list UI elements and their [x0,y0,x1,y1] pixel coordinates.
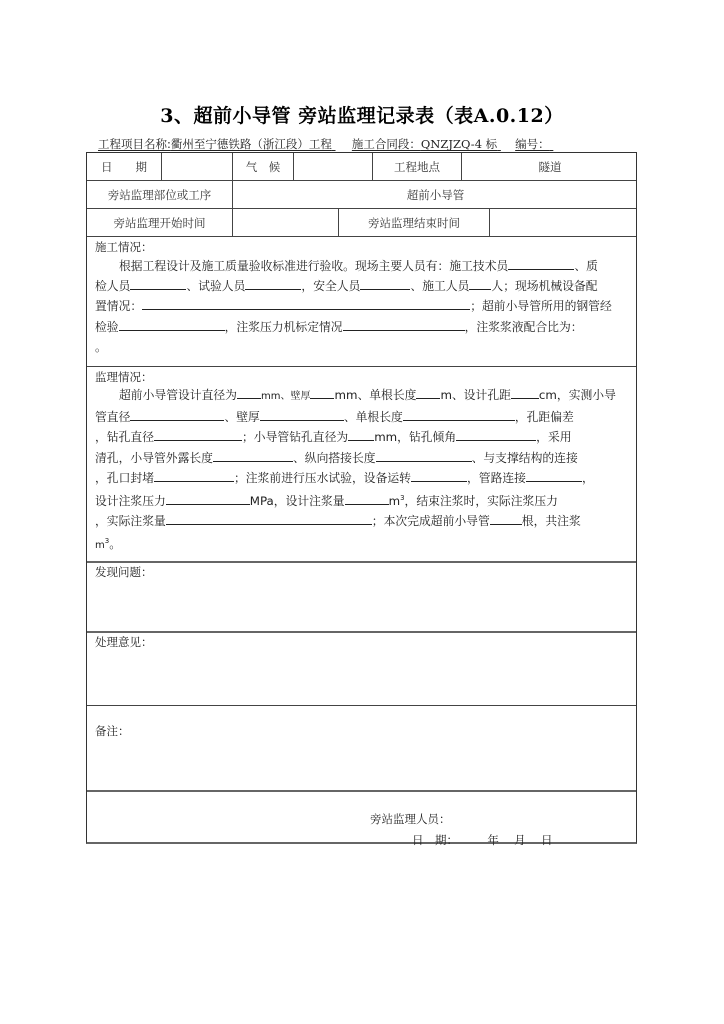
pipe-hole-diameter-blank[interactable] [348,428,374,441]
text: ，孔口封堵 [95,470,154,485]
text: ；小导管钻孔直径为 [242,430,349,445]
text: 置情况： [95,299,143,314]
text: ，注浆压力机标定情况 [224,319,343,334]
signature-date [412,832,552,848]
actual-volume-blank[interactable] [166,512,372,525]
weather-label: 气 候 [245,159,281,174]
design-volume-blank[interactable] [345,492,389,505]
text: 、试验人员 [186,279,246,294]
text: ，实际注浆量 [95,514,166,529]
measured-diameter-blank[interactable] [130,408,224,421]
text: ，注浆浆液配合比为： [464,319,583,334]
day-label: 日 [540,833,553,847]
year-label: 年 [487,833,499,847]
end-time-field[interactable] [490,209,638,236]
equipment-blank[interactable] [142,297,470,310]
design-pressure-blank[interactable] [166,492,250,505]
design-diameter-blank[interactable] [237,386,261,399]
location-field[interactable]: 隧道 [538,159,562,174]
text: ，结束注浆时，实际注浆压力 [404,493,558,508]
text: 超前小导管设计直径为 [119,388,237,402]
exposed-length-blank[interactable] [213,449,293,462]
qc-staff-blank[interactable] [130,277,186,290]
row-divider [87,366,636,367]
remarks-field[interactable] [87,743,636,788]
workers-blank[interactable] [469,277,491,290]
row-divider [87,561,636,563]
superscript: 3 [400,494,405,503]
text: 、单根长度 [343,410,403,425]
overlap-length-blank[interactable] [376,449,472,462]
pipeline-connection-blank[interactable] [526,469,582,482]
text: 。 [95,339,107,354]
text: ， [581,470,594,485]
supervision-label: 监理情况： [95,370,153,384]
date-label: 日 期 [101,159,147,174]
page-title: 3、超前小导管 旁站监理记录表（表A.0.12） [160,105,564,127]
tech-staff-blank[interactable] [508,257,574,270]
text: 、壁厚 [224,410,260,425]
text: cm，实测小导 [538,388,616,402]
text: 、质 [574,259,598,273]
text: ，采用 [536,430,572,445]
remarks-label: 备注： [95,724,130,738]
hole-spacing-blank[interactable] [511,386,539,399]
text: 设计注浆压力 [95,493,166,508]
safety-staff-blank[interactable] [360,277,410,290]
start-time-label: 旁站监理开始时间 [113,215,206,230]
opinions-field[interactable] [87,653,636,703]
wall-thickness-blank[interactable] [310,386,334,399]
text: m、设计孔距 [440,388,511,402]
text: ；超前小导管所用的钢管经 [470,299,612,314]
text: ，钻孔直径 [95,430,154,445]
text: 管直径 [95,410,131,425]
test-staff-blank[interactable] [245,277,301,290]
part-label: 旁站监理部位或工序 [107,187,212,202]
text: MPa，设计注浆量 [249,493,345,508]
problems-field[interactable] [87,583,636,629]
text: ，孔距偏差 [514,410,574,425]
weather-field[interactable] [294,153,372,180]
drill-diameter-blank[interactable] [154,428,242,441]
text: 检人员 [95,279,131,294]
start-time-field[interactable] [233,209,338,236]
problems-label: 发现问题： [95,565,153,579]
row-divider [87,790,636,792]
row-divider [87,631,636,633]
hole-sealing-blank[interactable] [154,469,234,482]
text: ；注浆前进行压水试验，设备运转 [234,470,411,485]
equipment-run-blank[interactable] [411,469,467,482]
text: 、与支撑结构的连接 [471,450,578,465]
superscript: 3 [104,537,110,546]
text: m [388,493,401,508]
row-divider [87,705,636,706]
construction-label: 施工情况： [95,240,153,254]
construction-text [95,256,628,357]
text: ，管路连接 [466,470,526,485]
part-field[interactable]: 超前小导管 [406,187,465,202]
opinions-label: 处理意见： [95,635,153,649]
date-label: 日 期： [412,833,458,847]
text: 检验 [95,319,119,334]
measured-length-blank[interactable] [403,408,515,421]
supervisor-label: 旁站监理人员： [370,812,451,826]
text: ，安全人员 [301,279,361,294]
text: 。 [109,537,122,552]
pipe-inspection-blank[interactable] [119,318,225,331]
text: 、施工人员 [410,279,470,294]
location-label: 工程地点 [394,159,440,174]
record-table [86,152,637,847]
section-value: QNZJZQ-4 标 [420,137,498,151]
grouting-calibration-blank[interactable] [343,318,465,331]
drill-angle-blank[interactable] [456,428,536,441]
text: 根，共注浆 [521,514,581,529]
end-time-label: 旁站监理结束时间 [368,215,460,230]
text: 根据工程设计及施工质量验收标准进行验收。现场主要人员有：施工技术员 [119,259,509,273]
date-field[interactable] [162,153,232,180]
month-label: 月 [514,833,526,847]
single-length-blank[interactable] [416,386,440,399]
row-divider [87,236,636,237]
text: ；本次完成超前小导管 [371,514,490,529]
form-meta [98,136,606,152]
text: 清孔，小导管外露长度 [95,450,213,465]
number-label: 编号： [515,137,550,151]
text: m [95,540,105,552]
text: mm、单根长度 [334,388,417,402]
text: 人；现场机械设备配 [491,279,598,294]
pipe-count-blank[interactable] [490,512,522,525]
text: mm，钻孔倾角 [374,430,457,445]
text: 、纵向搭接长度 [292,450,376,465]
text: mm、壁厚 [260,391,311,402]
project-label: 工程项目名称: [98,137,171,151]
section-label: 施工合同段： [351,137,421,151]
supervision-text [95,385,628,556]
measured-thickness-blank[interactable] [260,408,344,421]
project-value: 衢州至宁德铁路（浙江段）工程 [170,137,332,151]
